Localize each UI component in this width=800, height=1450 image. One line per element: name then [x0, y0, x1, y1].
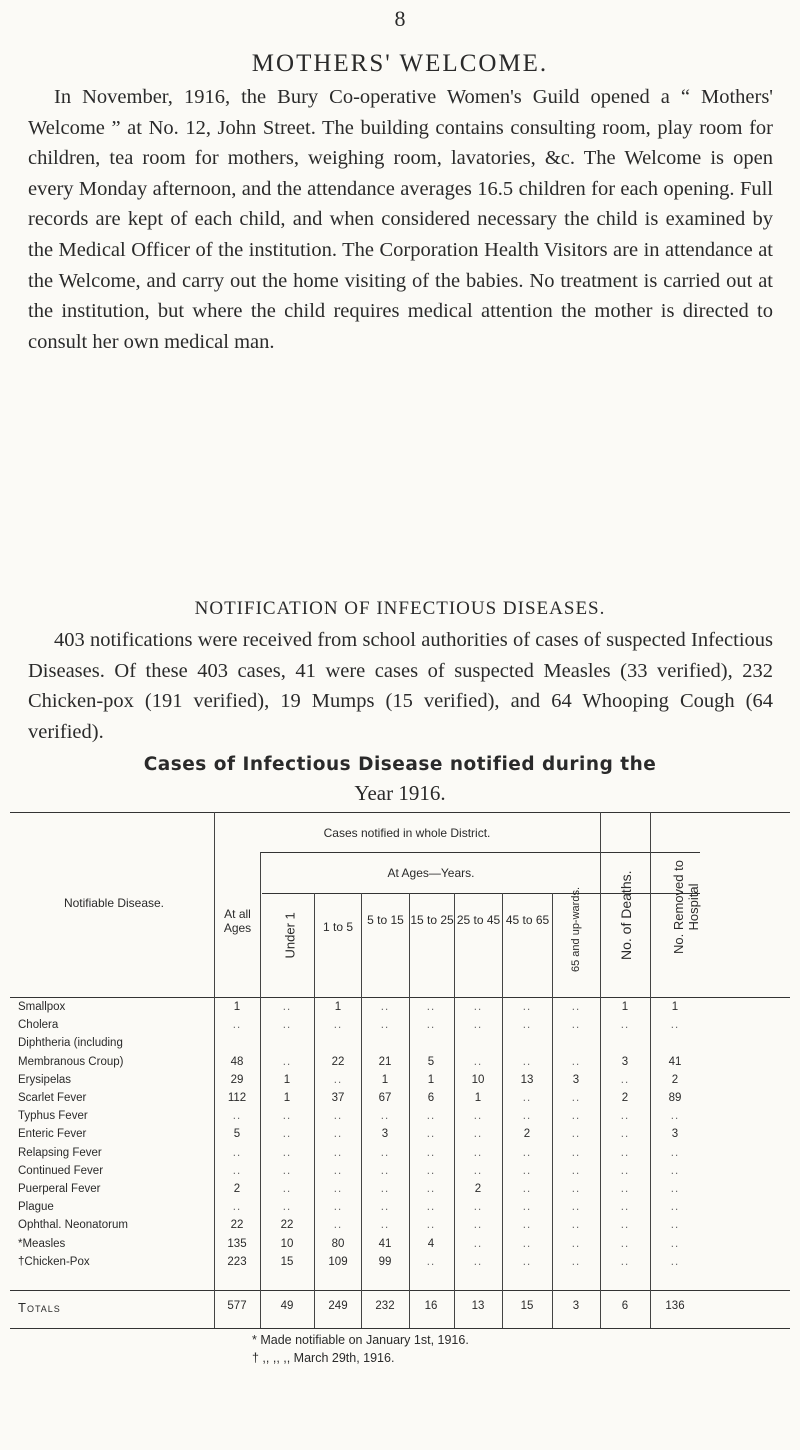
table-cell: .. — [282, 1001, 292, 1013]
table-cell: .. — [620, 1183, 630, 1195]
table-cell: .. — [426, 1201, 436, 1214]
vline-6 — [454, 893, 455, 1328]
row-label: Relapsing Fever — [18, 1146, 102, 1159]
table-cell: 1 — [474, 1092, 482, 1104]
table-cell: .. — [473, 1055, 483, 1068]
table-cell: .. — [426, 1110, 436, 1123]
table-cell: .. — [333, 1073, 343, 1086]
table-cell: .. — [670, 1255, 680, 1268]
table-cell: .. — [571, 1128, 581, 1141]
header-agerule — [262, 893, 700, 894]
totals-row-label: Totals — [18, 1300, 61, 1315]
table-cell: .. — [380, 1019, 390, 1032]
table-cell: .. — [333, 1219, 343, 1232]
vline-1 — [214, 812, 215, 1328]
footnote-chickenpox: † ,, ,, ,, March 29th, 1916. — [252, 1351, 395, 1365]
table-cell: 3 — [572, 1073, 580, 1086]
header-25-to-45: 25 to 45 — [456, 913, 501, 927]
table-cell: .. — [522, 1164, 532, 1177]
vline-5 — [409, 893, 410, 1328]
header-15-to-25: 15 to 25 — [410, 913, 454, 927]
table-cell: 577 — [227, 1300, 247, 1312]
table-cell: .. — [571, 1055, 581, 1068]
table-cell: 1 — [233, 1001, 241, 1013]
table-cell: 109 — [328, 1255, 348, 1268]
row-label: Cholera — [18, 1019, 59, 1032]
table-cell: .. — [232, 1201, 242, 1214]
footnote-measles: * Made notifiable on January 1st, 1916. — [252, 1333, 469, 1347]
table-cell: 1 — [283, 1073, 291, 1086]
table-cell: 29 — [230, 1073, 244, 1086]
table-cell: .. — [522, 1183, 532, 1195]
table-cell: .. — [670, 1219, 680, 1232]
row-label: Erysipelas — [18, 1073, 72, 1086]
table-cell: .. — [620, 1128, 630, 1141]
table-cell: 1 — [381, 1073, 389, 1086]
table-cell: .. — [571, 1219, 581, 1232]
table-cell: 6 — [427, 1092, 435, 1104]
section-title-notification: NOTIFICATION OF INFECTIOUS DISEASES. — [194, 598, 606, 619]
vline-4 — [361, 893, 362, 1328]
table-cell: .. — [670, 1146, 680, 1159]
table-cell: 13 — [520, 1073, 534, 1086]
header-45-to-65: 45 to 65 — [505, 913, 550, 927]
table-cell: 15 — [520, 1300, 534, 1312]
table-cell: .. — [571, 1201, 581, 1214]
vline-9 — [600, 812, 601, 1328]
table-cell: .. — [522, 1110, 532, 1123]
table-cell: 1 — [283, 1092, 291, 1104]
table-cell: .. — [571, 1110, 581, 1123]
table-cell: .. — [522, 1219, 532, 1232]
table-cell: 41 — [378, 1237, 392, 1250]
table-caption-year: Year 1916. — [354, 781, 446, 805]
table-cell: .. — [571, 1183, 581, 1195]
table-cell: .. — [380, 1001, 390, 1013]
table-cell: .. — [232, 1146, 242, 1159]
row-label: Plague — [18, 1201, 54, 1214]
vline-3 — [314, 893, 315, 1328]
table-cell: .. — [426, 1219, 436, 1232]
table-cell: .. — [333, 1201, 343, 1214]
header-at-ages-years: At Ages—Years. — [387, 866, 475, 880]
header-notifiable-disease: Notifiable Disease. — [63, 896, 165, 910]
table-cell: .. — [473, 1001, 483, 1013]
table-cell: .. — [571, 1255, 581, 1268]
row-label: Smallpox — [18, 1001, 66, 1013]
table-cell: 99 — [378, 1255, 392, 1268]
header-no-of-deaths: No. of Deaths. — [618, 870, 634, 960]
table-cell: .. — [333, 1146, 343, 1159]
row-label: Diphtheria (including — [18, 1037, 123, 1050]
table-cell: 1 — [427, 1073, 435, 1086]
row-label: Typhus Fever — [18, 1110, 88, 1123]
table-cell: .. — [522, 1255, 532, 1268]
header-65-and-upwards: 65 and up-wards. — [570, 887, 582, 972]
table-cell: .. — [333, 1128, 343, 1141]
header-5-to-15: 5 to 15 — [367, 913, 404, 927]
table-cell: .. — [426, 1019, 436, 1032]
table-cell: .. — [473, 1201, 483, 1214]
table-cell: .. — [282, 1183, 292, 1195]
table-cell: .. — [380, 1201, 390, 1214]
row-label: †Chicken-Pox — [18, 1255, 90, 1268]
table-cell: 1 — [334, 1001, 342, 1013]
vline-2 — [260, 852, 261, 1328]
header-subrule — [260, 852, 700, 853]
table-cell: 112 — [227, 1092, 247, 1104]
table-cell: 232 — [375, 1300, 395, 1312]
table-cell: .. — [522, 1201, 532, 1214]
table-cell: 10 — [280, 1237, 294, 1250]
table-cell: 41 — [668, 1055, 682, 1068]
table-caption: Cases of Infectious Disease notified during the — [143, 754, 657, 775]
paragraph-notification: 403 notifications were received from school authorities of cases of suspected Infectious Diseases. Of these 403 cases, 41 were cases of suspected Measles (33 verified), 232 Chicken-pox (191 verified), 19 Mumps (15 verified), and 64 Whooping Cough (64 verified). — [28, 629, 773, 743]
table-cell: 2 — [233, 1183, 241, 1195]
table-cell: .. — [522, 1237, 532, 1250]
table-cell: .. — [473, 1255, 483, 1268]
header-no-removed-to-hospital: No. Removed to Hospital — [671, 860, 701, 954]
vline-10 — [650, 812, 651, 1328]
table-cell: .. — [620, 1146, 630, 1159]
table-cell: .. — [473, 1110, 483, 1123]
table-cell: .. — [620, 1255, 630, 1268]
table-cell: 13 — [471, 1300, 485, 1312]
row-label: Ophthal. Neonatorum — [18, 1219, 128, 1232]
table-cell: 136 — [665, 1300, 685, 1312]
table-cell: .. — [670, 1237, 680, 1250]
table-cell: .. — [522, 1055, 532, 1068]
table-cell: 1 — [671, 1001, 679, 1013]
table-cell: .. — [571, 1092, 581, 1104]
header-cases-notified: Cases notified in whole District. — [323, 826, 491, 840]
table-cell: .. — [282, 1146, 292, 1159]
table-cell: .. — [571, 1237, 581, 1250]
table-cell: .. — [620, 1019, 630, 1032]
table-cell: .. — [380, 1219, 390, 1232]
table-cell: .. — [620, 1110, 630, 1123]
table-cell: 37 — [331, 1092, 345, 1104]
table-cell: 21 — [378, 1055, 392, 1068]
table-cell: .. — [282, 1019, 292, 1032]
table-cell: .. — [571, 1146, 581, 1159]
header-at-all-ages: At all Ages — [223, 907, 252, 935]
table-cell: .. — [620, 1219, 630, 1232]
table-top-rule — [10, 812, 790, 813]
paragraph-mothers-welcome: In November, 1916, the Bury Co-operative Women's Guild opened a “ Mothers' Welcome ” at No. 12, John Street. The building contains consulting room, play room for children, tea room for mothers, weighing room, lavatories, &c. The Welcome is open every Monday afternoon, and the attendance averages 16.5 children for each opening. Full records are kept of each child, and when considered necessary the child is examined by the Medical Officer of the institution. The Corporation Health Visitors are in attendance at the Welcome, and carry out the home visiting of the babies. No treatment is carried out at the institution, but where the child requires medical attention the mother is directed to consult her own medical man. — [28, 86, 773, 353]
table-cell: 10 — [471, 1073, 485, 1086]
table-cell: 67 — [378, 1092, 392, 1104]
table-cell: .. — [522, 1001, 532, 1013]
table-cell: .. — [333, 1110, 343, 1123]
table-cell: 6 — [621, 1300, 629, 1312]
header-1-to-5: 1 to 5 — [322, 920, 354, 934]
row-label: Puerperal Fever — [18, 1183, 101, 1195]
table-cell: .. — [232, 1110, 242, 1123]
table-header-rule — [10, 997, 790, 998]
page-number: 8 — [394, 6, 406, 31]
table-cell: 2 — [621, 1092, 629, 1104]
table-totals-rule — [10, 1290, 790, 1291]
table-cell: 49 — [280, 1300, 294, 1312]
table-cell: .. — [380, 1146, 390, 1159]
table-cell: 3 — [671, 1128, 679, 1141]
header-under-1: Under 1 — [282, 912, 298, 959]
section-title-mothers-welcome: MOTHERS' WELCOME. — [251, 50, 549, 77]
table-cell: .. — [670, 1019, 680, 1032]
table-cell: 3 — [381, 1128, 389, 1141]
row-label: Enteric Fever — [18, 1128, 87, 1141]
table-cell: .. — [282, 1055, 292, 1068]
table-cell: .. — [571, 1019, 581, 1032]
table-cell: .. — [620, 1073, 630, 1086]
table-cell: .. — [232, 1019, 242, 1032]
table-cell: .. — [473, 1164, 483, 1177]
table-cell: .. — [522, 1092, 532, 1104]
table-cell: .. — [282, 1201, 292, 1214]
table-cell: .. — [571, 1164, 581, 1177]
table-cell: .. — [380, 1183, 390, 1195]
table-cell: .. — [620, 1237, 630, 1250]
table-cell: 22 — [280, 1219, 294, 1232]
table-cell: 135 — [227, 1237, 247, 1250]
table-cell: 5 — [233, 1128, 241, 1141]
table-cell: .. — [620, 1201, 630, 1214]
table-cell: .. — [426, 1255, 436, 1268]
table-cell: 3 — [572, 1300, 580, 1312]
table-cell: 2 — [671, 1073, 679, 1086]
row-label: Scarlet Fever — [18, 1092, 87, 1104]
table-cell: .. — [670, 1183, 680, 1195]
table-cell: .. — [380, 1164, 390, 1177]
table-cell: .. — [426, 1146, 436, 1159]
table-cell: .. — [620, 1164, 630, 1177]
table-cell: 80 — [331, 1237, 345, 1250]
table-cell: .. — [282, 1164, 292, 1177]
table-cell: .. — [670, 1110, 680, 1123]
table-cell: .. — [571, 1001, 581, 1013]
table-cell: .. — [473, 1019, 483, 1032]
table-cell: .. — [522, 1146, 532, 1159]
table-cell: 2 — [523, 1128, 531, 1141]
table-cell: 2 — [474, 1183, 482, 1195]
table-cell: 223 — [227, 1255, 247, 1268]
table-cell: .. — [426, 1001, 436, 1013]
table-cell: 22 — [331, 1055, 345, 1068]
table-cell: 249 — [328, 1300, 348, 1312]
table-cell: .. — [473, 1237, 483, 1250]
table-cell: 4 — [427, 1237, 435, 1250]
table-cell: 22 — [230, 1219, 244, 1232]
table-cell: .. — [333, 1183, 343, 1195]
table-cell: .. — [473, 1219, 483, 1232]
table-cell: 48 — [230, 1055, 244, 1068]
table-cell: .. — [333, 1164, 343, 1177]
table-cell: .. — [232, 1164, 242, 1177]
table-cell: .. — [670, 1164, 680, 1177]
table-cell: .. — [426, 1164, 436, 1177]
row-label: Continued Fever — [18, 1164, 104, 1177]
table-cell: 1 — [621, 1001, 629, 1013]
table-cell: .. — [522, 1019, 532, 1032]
table-cell: .. — [473, 1128, 483, 1141]
table-cell: 15 — [280, 1255, 294, 1268]
vline-7 — [502, 893, 503, 1328]
table-cell: 89 — [668, 1092, 682, 1104]
table-cell: .. — [380, 1110, 390, 1123]
table-cell: .. — [282, 1128, 292, 1141]
table-cell: .. — [426, 1183, 436, 1195]
table-cell: .. — [473, 1146, 483, 1159]
table-cell: .. — [426, 1128, 436, 1141]
table-cell: 5 — [427, 1055, 435, 1068]
table-cell: .. — [282, 1110, 292, 1123]
table-cell: 3 — [621, 1055, 629, 1068]
vline-8 — [552, 893, 553, 1328]
row-label: *Measles — [18, 1237, 66, 1250]
row-label: Membranous Croup) — [18, 1055, 124, 1068]
table-cell: .. — [670, 1201, 680, 1214]
table-bottom-rule — [10, 1328, 790, 1329]
table-cell: .. — [333, 1019, 343, 1032]
table-cell: 16 — [424, 1300, 438, 1312]
